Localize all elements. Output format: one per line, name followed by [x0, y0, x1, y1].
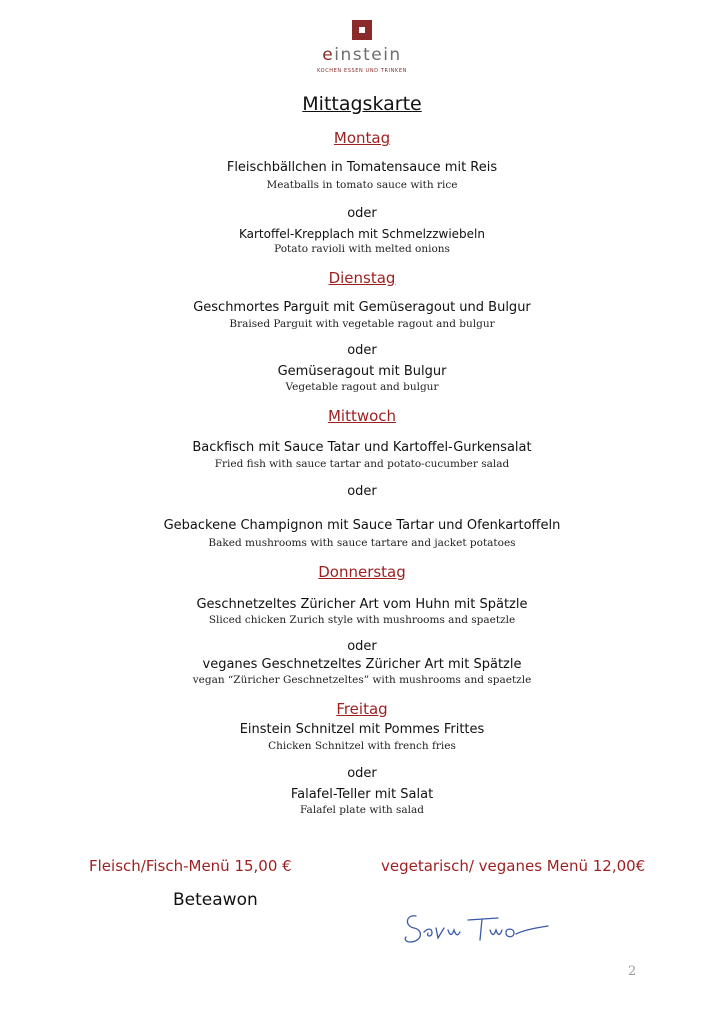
- dish-de: Gemüseragout mit Bulgur: [277, 364, 447, 379]
- logo-tagline: KOCHEN ESSEN UND TRINKEN: [317, 68, 407, 74]
- dish-en: Falafel plate with salad: [299, 804, 424, 816]
- dish-en: Chicken Schnitzel with french fries: [268, 740, 456, 752]
- oder-label: oder: [347, 343, 377, 358]
- dish-de: Geschnetzeltes Züricher Art vom Huhn mit Spätzle: [196, 597, 528, 612]
- dish-en: Fried fish with sauce tartar and potato-cucumber salad: [214, 458, 510, 470]
- day-heading-mittwoch: Mittwoch: [327, 407, 397, 425]
- dish-en: Vegetable ragout and bulgur: [285, 381, 439, 393]
- signature-image: [402, 906, 552, 950]
- meat-menu-price: Fleisch/Fisch-Menü 15,00 €: [89, 857, 292, 875]
- oder-label: oder: [347, 484, 377, 499]
- dish-en: Potato ravioli with melted onions: [274, 243, 450, 255]
- dish-de: Falafel-Teller mit Salat: [290, 787, 434, 802]
- dish-en: Braised Parguit with vegetable ragout and bulgur: [229, 318, 495, 330]
- dish-de: Einstein Schnitzel mit Pommes Frittes: [239, 722, 485, 737]
- dish-de: Gebackene Champignon mit Sauce Tartar und Ofenkartoffeln: [163, 518, 561, 533]
- logo-mark-icon: [352, 20, 372, 40]
- oder-label: oder: [347, 766, 377, 781]
- day-heading-donnerstag: Donnerstag: [318, 563, 406, 581]
- logo-wordmark: einstein: [322, 45, 402, 65]
- dish-de: Fleischbällchen in Tomatensauce mit Reis: [226, 160, 498, 175]
- day-heading-freitag: Freitag: [336, 700, 388, 718]
- einstein-logo: [300, 18, 424, 74]
- oder-label: oder: [347, 639, 377, 654]
- closing-greeting: Beteawon: [173, 890, 258, 910]
- day-heading-montag: Montag: [333, 129, 391, 147]
- page-title: Mittagskarte: [302, 93, 422, 115]
- dish-en: vegan “Züricher Geschnetzeltes” with mushrooms and spaetzle: [192, 674, 532, 686]
- dish-en: Sliced chicken Zurich style with mushrooms and spaetzle: [208, 614, 516, 626]
- oder-label: oder: [347, 206, 377, 221]
- dish-de: Backfisch mit Sauce Tatar und Kartoffel-Gurkensalat: [192, 440, 532, 455]
- dish-de: Geschmortes Parguit mit Gemüseragout und Bulgur: [193, 300, 531, 315]
- day-heading-dienstag: Dienstag: [328, 269, 396, 287]
- dish-de: Kartoffel-Krepplach mit Schmelzzwiebeln: [238, 227, 485, 241]
- dish-en: Meatballs in tomato sauce with rice: [266, 179, 458, 191]
- dish-de: veganes Geschnetzeltes Züricher Art mit Spätzle: [202, 657, 522, 672]
- dish-en: Baked mushrooms with sauce tartare and jacket potatoes: [208, 537, 516, 549]
- veg-menu-price: vegetarisch/ veganes Menü 12,00€: [381, 857, 646, 875]
- page-number: 2: [628, 964, 637, 979]
